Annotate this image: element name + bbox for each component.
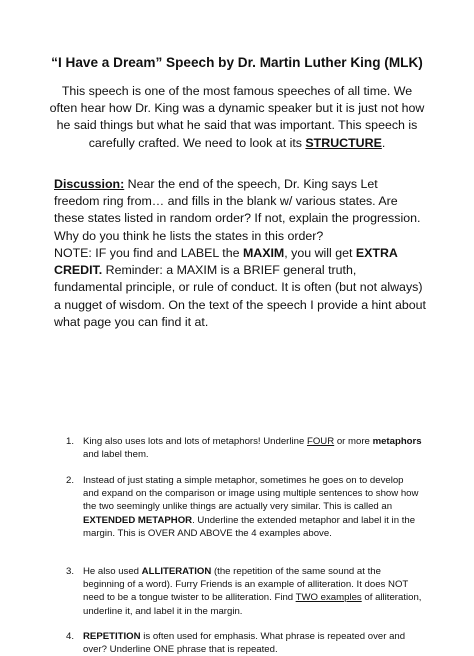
maxim-emphasis: MAXIM — [242, 246, 285, 260]
list-item-text: and label them. — [83, 449, 149, 461]
list-item-bold: ALLITERATION — [141, 566, 212, 577]
list-item-underline: TWO examples — [295, 592, 362, 604]
list-item-bold: metaphors — [372, 436, 422, 447]
intro-end: . — [381, 135, 386, 150]
extra-credit-emphasis: EXTRA CREDIT. — [54, 246, 398, 278]
list-item-number: 3. — [66, 566, 75, 577]
list-item-text: Instead of just stating a simple metaphor, sometimes he goes on to develop and expand on the comparison or image using multiple sentences to show how the two seemingly unlike things are actually very similar. This is called an — [83, 475, 419, 513]
list-item-text: . Underline the extended metaphor and label it in the margin. This is OVER AND ABOVE the 4 examples above. — [83, 514, 416, 539]
discussion-label: Discussion: — [54, 177, 125, 191]
discussion-paragraph — [54, 176, 426, 245]
list-item-underline: FOUR — [306, 436, 335, 447]
list-item — [66, 565, 422, 618]
discussion-text: Near the end of the speech, Dr. King says Let freedom ring from… and fills in the blank w/ various states. Are these states listed in random order? If not, explain the progression. Why do you think he lists the states in this order? — [54, 177, 421, 243]
intro-paragraph — [48, 83, 426, 152]
list-item — [66, 435, 422, 461]
list-item-text: (the repetition of the same sound at the beginning of a word). Furry Friends is an example of alliteration. It does NOT need to be a tongue twister to be alliteration. Find — [83, 566, 409, 604]
list-item — [66, 630, 422, 656]
note-paragraph — [54, 245, 426, 331]
structure-emphasis: STRUCTURE — [305, 135, 382, 150]
list-item-text: is often used for emphasis. What phrase is repeated over and over? Underline ONE phrase that is repeated. — [83, 631, 406, 656]
list-item-text: He also used — [83, 566, 142, 577]
list-item — [66, 474, 422, 540]
list-item-text: King also uses lots and lots of metaphors! Underline — [83, 436, 307, 447]
note-text-3: Reminder: a MAXIM is a BRIEF general truth, fundamental principle, or rule of conduct. It is often (but not always) a nugget of wisdom. On the text of the speech I provide a hint about what page you can find it at. — [54, 263, 426, 329]
list-item-text: of alliteration, underline it, and label it in the margin. — [83, 592, 422, 617]
note-text-2: , you will get — [284, 246, 356, 260]
list-item-number: 2. — [66, 475, 75, 486]
intro-text: This speech is one of the most famous speeches of all time. We often hear how Dr. King was a dynamic speaker but it is just not how he said things but what he said that was important. This speech is carefully crafted. We need to look at its — [49, 84, 425, 150]
list-item-number: 4. — [66, 631, 75, 642]
note-text-1: NOTE: IF you find and LABEL the — [54, 246, 243, 260]
list-item-text: or more — [334, 436, 373, 447]
list-item-bold: EXTENDED METAPHOR — [83, 514, 193, 526]
list-item-bold: REPETITION — [83, 631, 141, 642]
page-title: “I Have a Dream” Speech by Dr. Martin Luther King (MLK) — [51, 55, 423, 70]
list-item-number: 1. — [66, 436, 75, 447]
